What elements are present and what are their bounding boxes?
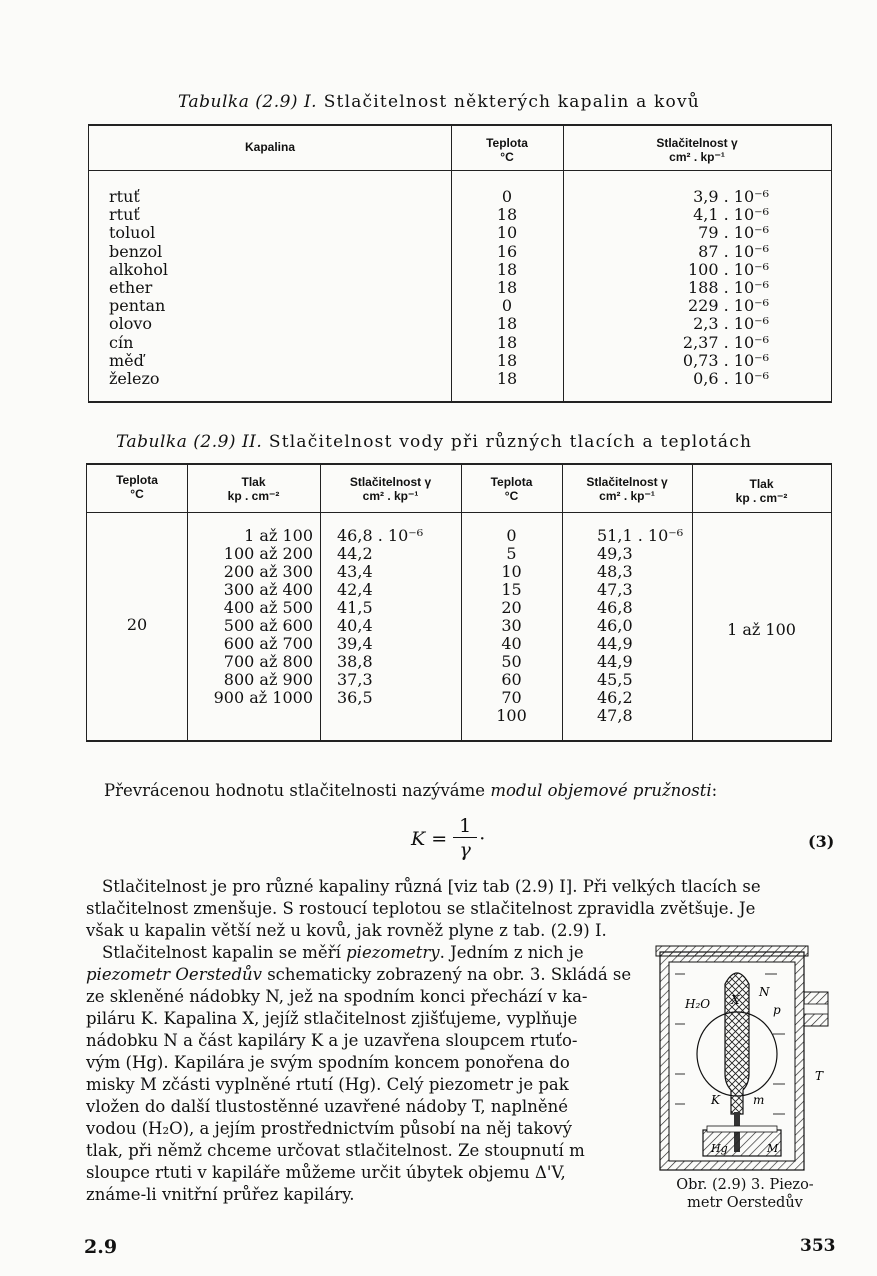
table1-header-liquid: Kapalina [244,140,295,154]
table-cell: 45,5 [597,670,633,689]
table-cell: 87 . 10⁻⁶ [698,241,769,261]
page-number: 353 [800,1236,836,1256]
table2-temps2 [461,527,562,725]
table-cell: 18 [496,314,518,334]
p2-line4: piláru K. Kapalina X, jejíž stlačitelnost zjišťujeme, vyplňuje [86,1009,578,1028]
table-cell: 15 [501,580,522,599]
table-cell: 900 až 1000 [213,688,313,707]
table-cell: 47,3 [597,580,633,599]
table-cell: 18 [496,369,518,389]
table1-comps [563,188,769,388]
table-row: toluol [109,223,156,243]
figure-caption-l2: metr Oerstedův [687,1195,803,1211]
table-cell: 18 [496,278,518,298]
table-cell: 4,1 . 10⁻⁶ [693,205,769,225]
p2-line2-term: piezometr Oerstedův [86,965,262,984]
table-cell: 100 [496,706,527,725]
piezometer-figure [655,944,835,1174]
table-cell: 16 [496,241,518,261]
table-cell: 2,37 . 10⁻⁶ [682,332,769,352]
p1-line1: Stlačitelnost je pro různé kapaliny různá [viz tab (2.9) I]. Při velkých tlacích se [102,877,761,896]
table2-header-comp-l1: Stlačitelnost γ [349,475,432,489]
table-cell: 40 [501,634,522,653]
table-cell: 3,9 . 10⁻⁶ [693,187,769,206]
table-row: rtuť [109,187,140,206]
table-cell: 46,8 [597,598,633,617]
table-cell: 39,4 [337,634,373,653]
table-cell: 1 až 100 [244,526,313,545]
intro-line [104,780,784,802]
table-cell: 48,3 [597,562,633,581]
table-cell: 700 až 800 [223,652,313,671]
table1-caption-text: Stlačitelnost některých kapalin a kovů [323,92,700,112]
table-cell: 46,2 [597,688,633,707]
table1-header-temp-l2: °C [500,150,514,164]
table-cell: 188 . 10⁻⁶ [687,278,769,298]
table-cell: 18 [496,332,518,352]
table-row: ether [109,278,153,298]
table1-caption [178,92,700,112]
table-cell: 400 až 500 [223,598,313,617]
table-cell: 18 [496,259,518,279]
table-cell: 79 . 10⁻⁶ [698,223,769,243]
intro-end: : [711,781,718,800]
table-cell: 38,8 [337,652,373,671]
label-t: T [815,1069,824,1083]
table2-right-press: 1 až 100 [727,620,796,639]
table-cell: 70 [501,688,522,707]
table-cell: 40,4 [337,616,373,635]
dish-rim [707,1126,777,1132]
p2-line10: tlak, při němž chceme určovat stlačitelnost. Ze stoupnutí m [86,1141,585,1160]
table2-header-press-l2: kp . cm⁻² [227,489,280,503]
table1-caption-label: Tabulka (2.9) I. [178,92,318,112]
table-cell: 0,6 . 10⁻⁶ [693,369,769,389]
label-hg: Hg [711,1142,728,1155]
p2-line1-c: . Jedním z nich je [439,943,584,962]
table2-pressures [187,527,313,707]
p2-line11: sloupce rtuti v kapiláře můžeme určit úbytek objemu Δ'V, [86,1163,566,1182]
table1-names [109,188,309,388]
table-cell: 0,73 . 10⁻⁶ [682,350,769,370]
label-k: K [711,1093,720,1107]
table-cell: 30 [501,616,522,635]
table-cell: 2,3 . 10⁻⁶ [693,314,769,334]
table-cell: 20 [501,598,522,617]
table-cell: 200 až 300 [223,562,313,581]
table2 [86,463,832,742]
table-cell: 0 [506,526,517,545]
table-cell: 300 až 400 [223,580,313,599]
table-cell: 36,5 [337,688,373,707]
table2-caption [116,432,752,452]
table2-header-press2 [692,477,831,505]
table1-temps [451,188,563,388]
table-cell: 10 [501,562,522,581]
table-row: olovo [109,314,153,334]
table-cell: 10 [496,223,518,243]
table2-header-temp [87,473,187,501]
label-x: X [731,993,740,1007]
formula [410,815,486,862]
p2-line2-b: schematicky zobrazený na obr. 3. Skládá se [267,965,632,984]
table-cell: 5 [506,544,517,563]
table1-header-temp-l1: Teplota [486,136,528,150]
table2-header-comp-l2: cm² . kp⁻¹ [362,489,419,503]
label-h2o: H₂O [685,997,711,1011]
p2-line12: známe-li vnitřní průřez kapiláry. [86,1185,355,1204]
table1-header-comp-l1: Stlačitelnost γ [656,136,738,150]
table-cell: 100 až 200 [223,544,313,563]
table-cell: 0 [501,187,513,206]
table-cell: 46,0 [597,616,633,635]
table2-header-temp2-l1: Teplota [490,475,533,489]
table-row: železo [109,369,160,389]
table2-caption-label: Tabulka (2.9) II. [116,432,263,452]
formula-numerator: 1 [453,815,477,838]
label-m: m [753,1093,765,1107]
table2-header-temp2 [461,475,562,503]
equation-number: (3) [808,832,835,851]
table-cell: 100 . 10⁻⁶ [687,259,769,279]
label-dish-m: M [767,1142,779,1155]
table2-left-temp: 20 [126,615,148,634]
table1-header-temp [451,136,563,164]
table2-header-press [187,475,320,503]
table-cell: 49,3 [597,544,633,563]
p2-line3: ze skleněné nádobky N, jež na spodním konci přechází v ka- [86,987,588,1006]
table1-header-comp [563,136,831,164]
table2-comps2 [597,527,692,725]
table-cell: 0 [501,296,513,316]
formula-dot: · [479,827,486,850]
p2-line1 [86,942,646,964]
table-cell: 51,1 . 10⁻⁶ [597,526,684,545]
formula-lhs: K = [411,827,448,850]
table-cell: 800 až 900 [223,670,313,689]
p2-line1-term: piezometry [346,943,440,962]
table-row: alkohol [109,259,169,279]
figure-caption-l1: Obr. (2.9) 3. Piezo- [676,1177,814,1193]
table-row: pentan [109,296,166,316]
table-cell: 600 až 700 [223,634,313,653]
figure-caption [660,1176,830,1212]
p2-line1-a: Stlačitelnost kapalin se měří [102,943,341,962]
p2-line5: nádobku N a část kapiláry K a je uzavřena sloupcem rtuťo- [86,1031,578,1050]
table2-comps [337,527,461,707]
table2-header-temp-l2: °C [130,487,144,501]
p2-line2 [86,964,646,986]
table-cell: 500 až 600 [223,616,313,635]
table-cell: 47,8 [597,706,633,725]
intro-text: Převrácenou hodnotu stlačitelnosti nazýváme [104,781,486,800]
table2-header-comp2 [562,475,692,503]
p2-line9: vodou (H₂O), a jejím prostřednictvím působí na něj takový [86,1119,572,1138]
table-cell: 42,4 [337,580,373,599]
table1 [88,124,832,403]
port-channel [804,1004,828,1014]
table-cell: 37,3 [337,670,373,689]
table2-header-temp2-l2: °C [504,489,519,503]
table-cell: 43,4 [337,562,373,581]
p2-line6: vým (Hg). Kapilára je svým spodním koncem ponořena do [86,1053,570,1072]
table-cell: 229 . 10⁻⁶ [687,296,769,316]
table-row: benzol [109,241,163,261]
table1-header-comp-l2: cm² . kp⁻¹ [669,150,725,164]
table2-header-temp-l1: Teplota [116,473,158,487]
p1-line2: stlačitelnost zmenšuje. S rostoucí teplotou se stlačitelnost zpravidla zvětšuje. Je [86,899,756,918]
table2-header-press-l1: Tlak [241,475,266,489]
vessel-lid [656,946,808,956]
label-p: p [773,1003,781,1017]
table-cell: 41,5 [337,598,373,617]
paragraph-1 [86,876,836,942]
table-row: měď [109,350,144,370]
formula-denominator: γ [459,839,471,861]
table2-header-comp2-l1: Stlačitelnost γ [586,475,668,489]
table2-header-press2-l2: kp . cm⁻² [735,491,788,505]
table-cell: 60 [501,670,522,689]
table-row: cín [109,332,134,352]
paragraph-2 [86,942,646,1206]
table2-header-press2-l1: Tlak [749,477,774,491]
table-cell: 46,8 . 10⁻⁶ [337,526,424,545]
p1-line3: však u kapalin větší než u kovů, jak rovněž plyne z tab. (2.9) I. [86,921,607,940]
p2-line8: vložen do další tlustostěnné uzavřené nádoby T, naplněné [86,1097,568,1116]
table-cell: 44,9 [597,652,633,671]
label-n: N [759,985,770,999]
table2-caption-text: Stlačitelnost vody při různých tlacích a teplotách [268,432,753,452]
intro-term: modul objemové pružnosti [490,781,712,800]
table-cell: 44,9 [597,634,633,653]
table2-header-comp2-l2: cm² . kp⁻¹ [599,489,655,503]
table-cell: 18 [496,205,518,225]
table-cell: 18 [496,350,518,370]
table2-header-comp [320,475,461,503]
table-row: rtuť [109,205,140,225]
table-cell: 44,2 [337,544,373,563]
table-cell: 50 [501,652,522,671]
p2-line7: misky M zčásti vyplněné rtutí (Hg). Celý piezometr je pak [86,1075,569,1094]
section-number: 2.9 [84,1236,118,1258]
